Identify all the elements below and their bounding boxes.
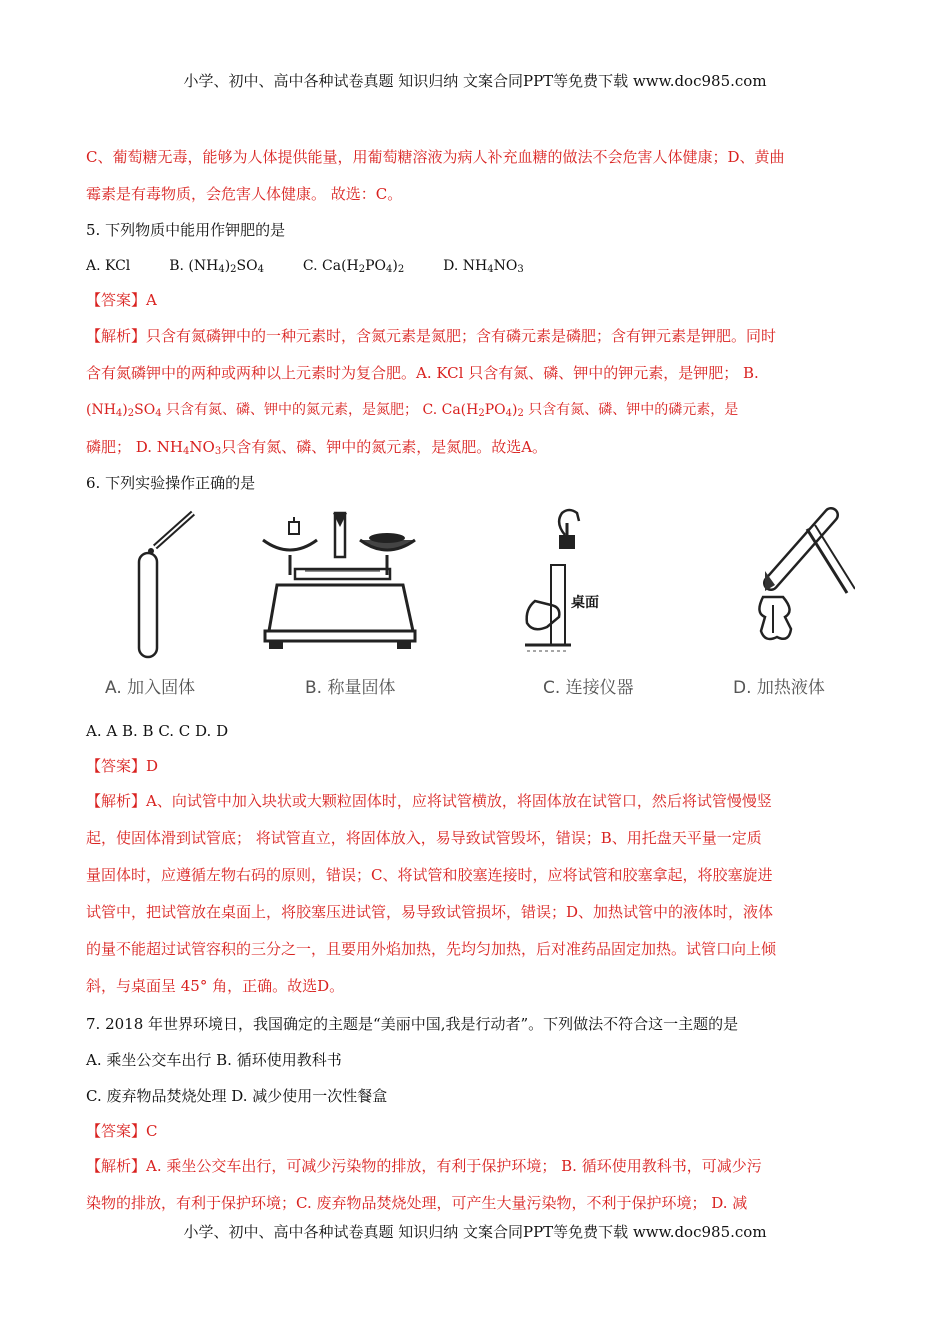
q5-stem: 5. 下列物质中能用作钾肥的是 (86, 221, 286, 239)
q5-option-c: C. $Ca(H_2PO_4)_2$ (302, 258, 405, 275)
q6-analysis-5: 的量不能超过试管容积的三分之一，且要用外焰加热，先均匀加热，后对准药品固定加热。试管口向上倾 (86, 940, 777, 958)
page-footer: 小学、初中、高中各种试卷真题 知识归纳 文案合同PPT等免费下载 www.doc985.com (183, 1223, 767, 1241)
q5-analysis-1: 【解析】只含有氮磷钾中的一种元素时，含氮元素是氮肥；含有磷元素是磷肥；含有钾元素是钾肥。同时 (86, 327, 777, 345)
figure-add-solid (125, 505, 205, 665)
q5-option-d: D. $NH_4NO_3$ (443, 258, 524, 275)
figure-heat-liquid (735, 505, 855, 665)
figure-balance (255, 505, 425, 665)
caption-b: B. 称量固体 (305, 678, 396, 698)
caption-a: A. 加入固体 (105, 678, 196, 698)
q7-analysis-1: 【解析】A. 乘坐公交车出行，可减少污染物的排放，有利于保护环境； B. 循环使用教科书，可减少污 (86, 1157, 762, 1175)
q5-answer: 【答案】A (86, 291, 157, 309)
desk-label: 桌面 (571, 595, 599, 611)
q6-answer: 【答案】D (86, 757, 159, 775)
q5-analysis-3: $(NH_4)_2SO_4$ 只含有氮、磷、钾中的氮元素，是氮肥； C. $Ca(H_2PO_4)_2$ 只含有氮、磷、钾中的磷元素，是 (86, 402, 739, 419)
intro-line-1: C、葡萄糖无毒，能够为人体提供能量，用葡萄糖溶液为病人补充血糖的做法不会危害人体健康；D、黄曲 (86, 148, 785, 166)
q7-stem: 7. 2018 年世界环境日，我国确定的主题是“美丽中国,我是行动者”。下列做法不符合这一主题的是 (86, 1015, 739, 1033)
q5-option-a: A. KCl (86, 258, 131, 274)
q6-figure (95, 505, 865, 710)
q7-options-1: A. 乘坐公交车出行 B. 循环使用教科书 (86, 1051, 342, 1069)
q7-answer: 【答案】C (86, 1122, 158, 1140)
q6-analysis-4: 试管中，把试管放在桌面上，将胶塞压进试管，易导致试管损坏，错误；D、加热试管中的液体时，液体 (86, 903, 774, 921)
q6-analysis-2: 起，使固体滑到试管底； 将试管直立，将固体放入，易导致试管毁坏，错误；B、用托盘天平量一定质 (86, 829, 762, 847)
q7-analysis-2: 染物的排放，有利于保护环境；C. 废弃物品焚烧处理，可产生大量污染物，不利于保护环境； D. 减 (86, 1194, 748, 1212)
q6-analysis-3: 量固体时，应遵循左物右码的原则，错误；C、将试管和胶塞连接时，应将试管和胶塞拿起，将胶塞旋进 (86, 866, 773, 884)
q5-analysis-4: 磷肥； D. $NH_4NO_3$只含有氮、磷、钾中的氮元素，是氮肥。故选A。 (86, 438, 548, 457)
q7-options-2: C. 废弃物品焚烧处理 D. 减少使用一次性餐盒 (86, 1087, 388, 1105)
page-header: 小学、初中、高中各种试卷真题 知识归纳 文案合同PPT等免费下载 www.doc985.com (183, 72, 767, 90)
q5-option-b: B. $(NH_4)_2SO_4$ (169, 258, 264, 275)
q5-options (86, 256, 866, 276)
q6-options: A. A B. B C. C D. D (86, 722, 229, 740)
q6-analysis-1: 【解析】A、向试管中加入块状或大颗粒固体时，应将试管横放，将固体放在试管口，然后将试管慢慢竖 (86, 792, 772, 810)
q6-stem: 6. 下列实验操作正确的是 (86, 474, 256, 492)
caption-d: D. 加热液体 (733, 678, 825, 698)
q5-analysis-2: 含有氮磷钾中的两种或两种以上元素时为复合肥。A. KCl 只含有氮、磷、钾中的钾元素，是钾肥； B. (86, 364, 759, 382)
intro-line-2: 霉素是有毒物质，会危害人体健康。 故选：C。 (86, 185, 403, 203)
figure-connect (507, 505, 627, 665)
q6-analysis-6: 斜，与桌面呈 45° 角，正确。故选D。 (86, 977, 345, 995)
caption-c: C. 连接仪器 (543, 678, 634, 698)
